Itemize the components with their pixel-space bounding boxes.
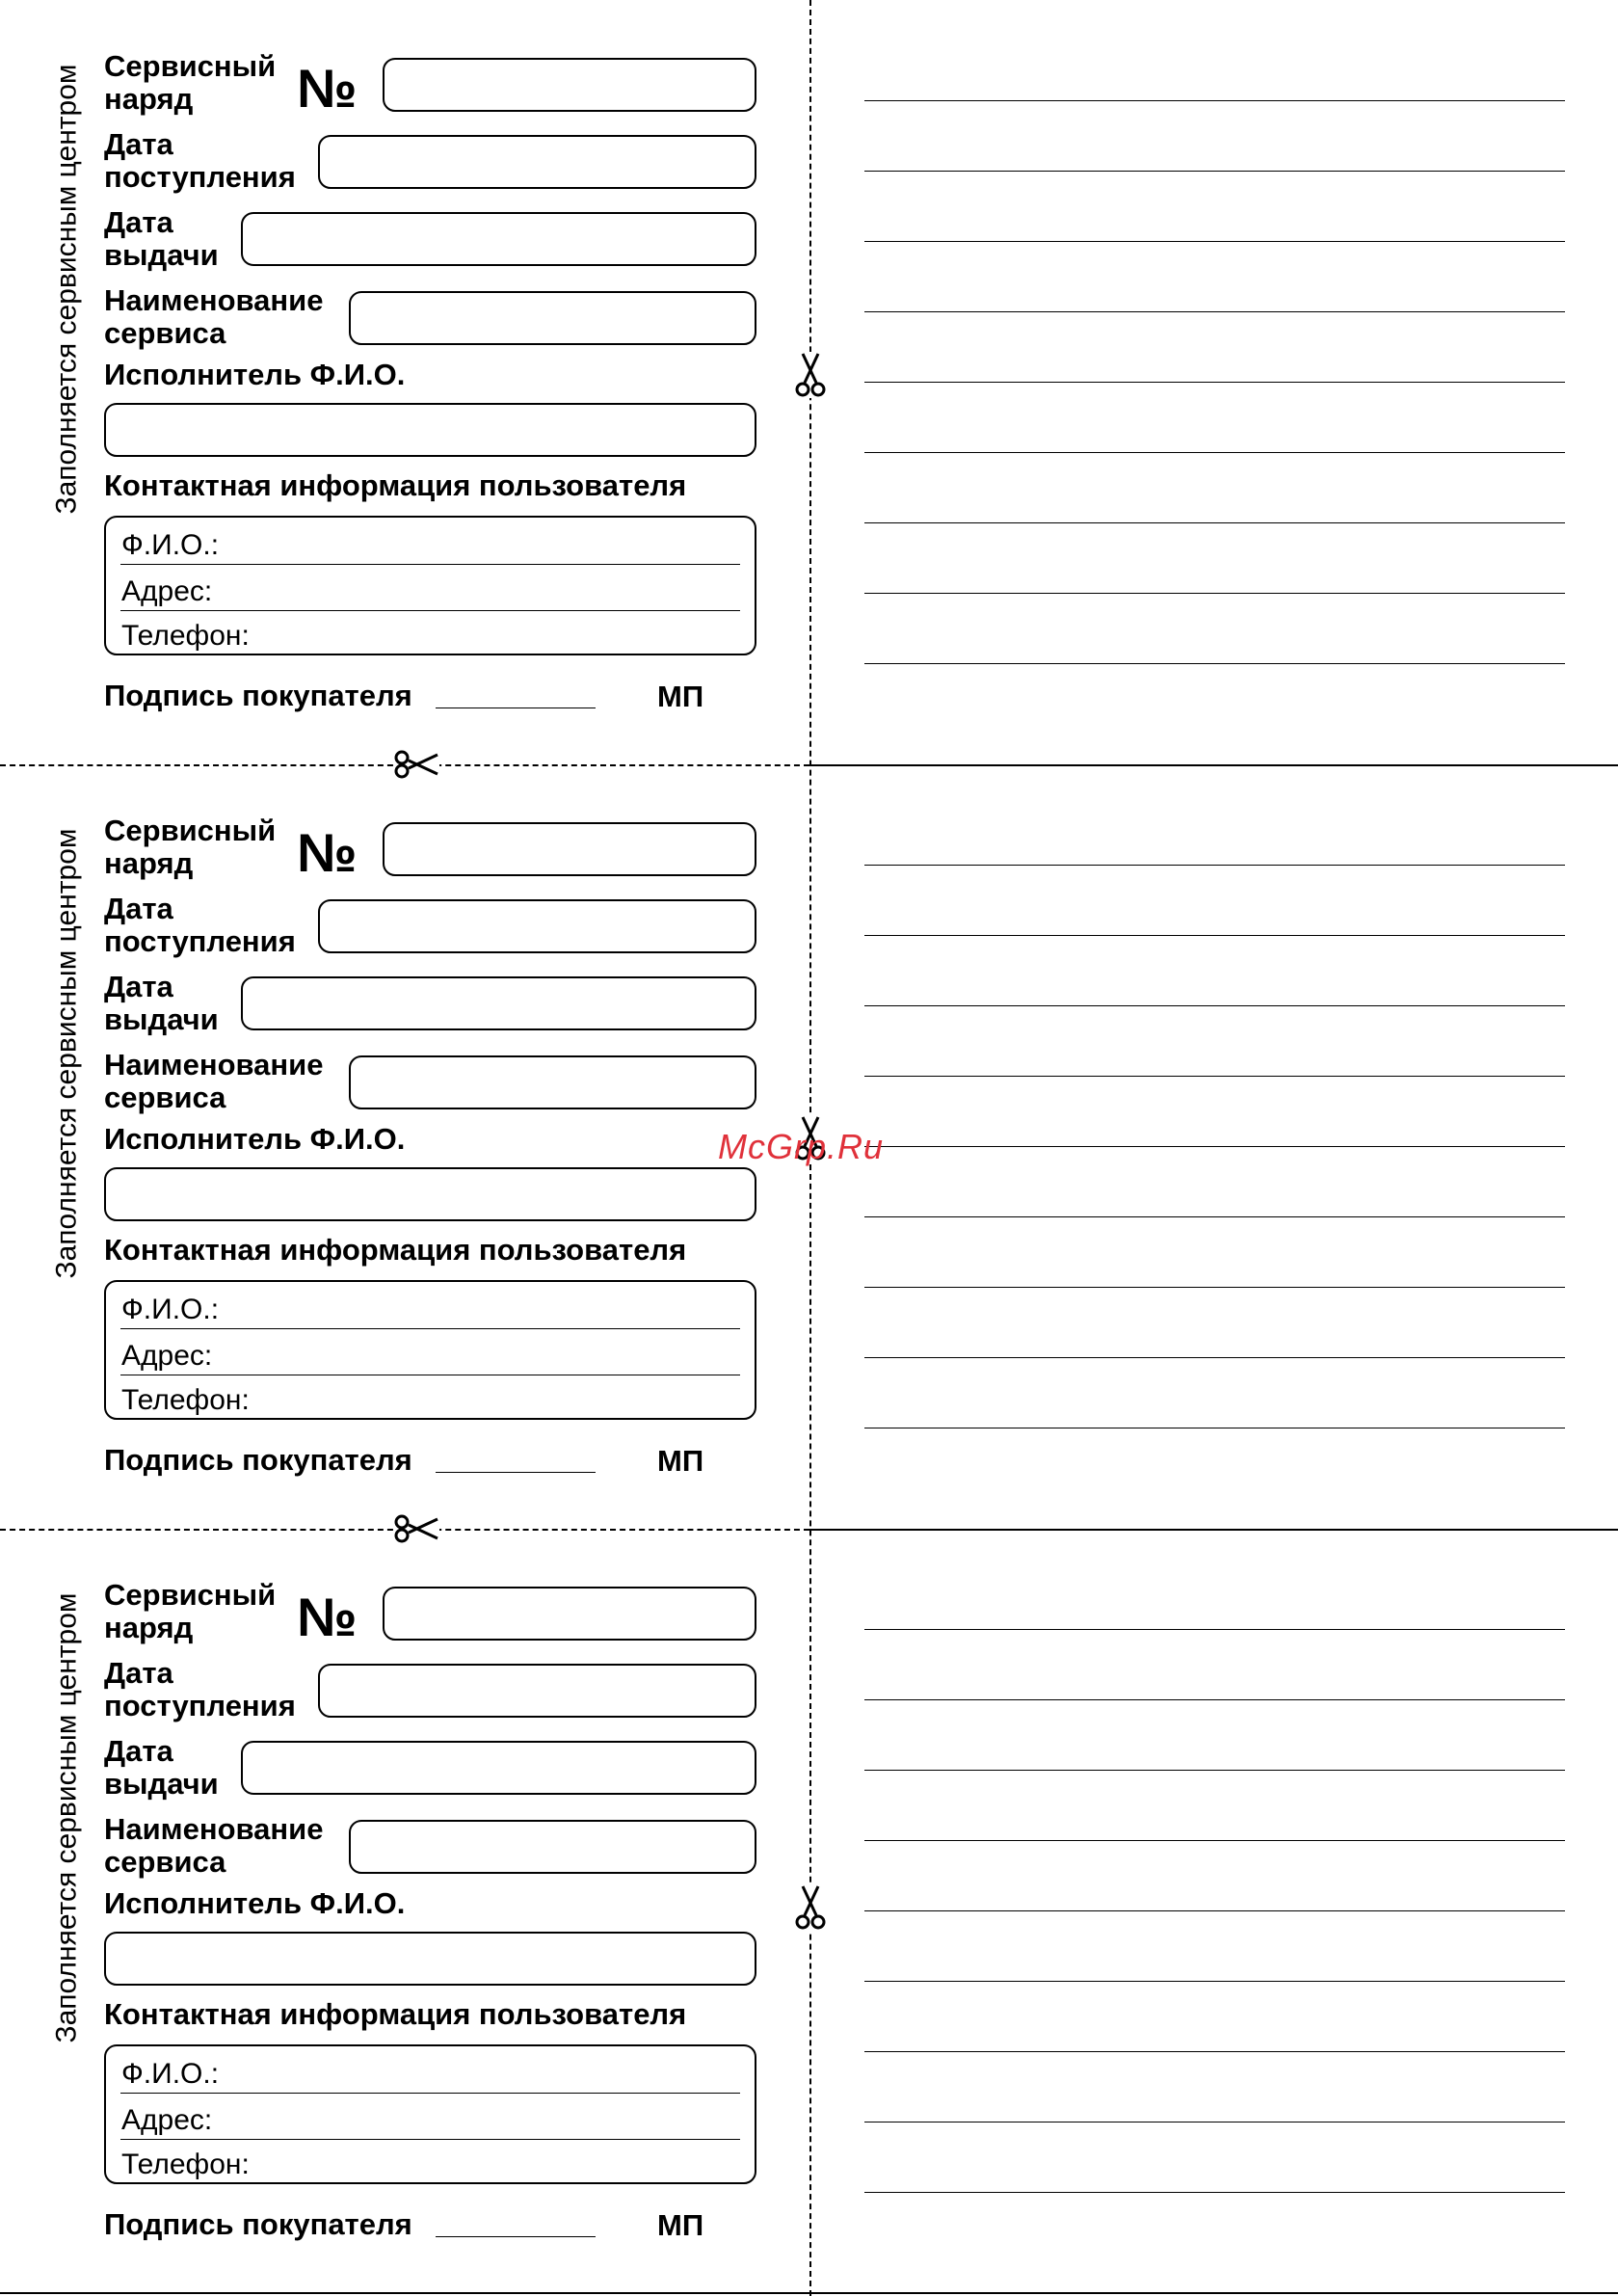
signature-field[interactable] xyxy=(436,707,596,708)
order-label: Сервисный наряд xyxy=(104,814,277,880)
note-line xyxy=(864,1287,1565,1288)
received-date-label: Дата поступления xyxy=(104,127,296,194)
side-label: Заполняется сервисным центром xyxy=(51,64,83,515)
number-sign: № xyxy=(297,1587,358,1647)
note-line xyxy=(864,1357,1565,1358)
service-name-field[interactable] xyxy=(349,291,756,345)
note-line xyxy=(864,1840,1565,1841)
number-sign: № xyxy=(297,58,358,119)
order-number-field[interactable] xyxy=(383,822,756,876)
watermark: McGrp.Ru xyxy=(718,1127,885,1166)
executor-label: Исполнитель Ф.И.О. xyxy=(104,1122,406,1156)
contact-address-label: Адрес: xyxy=(121,575,213,607)
note-line xyxy=(864,100,1565,101)
note-line xyxy=(864,1146,1565,1147)
note-line xyxy=(864,663,1565,664)
issued-date-field[interactable] xyxy=(241,212,756,266)
note-line xyxy=(864,241,1565,242)
executor-label: Исполнитель Ф.И.О. xyxy=(104,358,406,391)
signature-label: Подпись покупателя xyxy=(104,1443,412,1477)
contact-name-field[interactable] xyxy=(120,1328,740,1329)
contact-info-label: Контактная информация пользователя xyxy=(104,468,687,502)
signature-label: Подпись покупателя xyxy=(104,679,412,712)
order-number-field[interactable] xyxy=(383,58,756,112)
scissors-icon xyxy=(393,1506,439,1552)
note-line xyxy=(864,382,1565,383)
executor-field[interactable] xyxy=(104,403,756,457)
issued-date-field[interactable] xyxy=(241,976,756,1030)
contact-name-label: Ф.И.О.: xyxy=(121,2058,220,2090)
contact-info-box xyxy=(104,2044,756,2184)
scissors-icon xyxy=(393,741,439,788)
note-line xyxy=(864,2192,1565,2193)
issued-date-field[interactable] xyxy=(241,1741,756,1795)
note-line xyxy=(864,522,1565,523)
service-name-label: Наименование сервиса xyxy=(104,1812,324,1879)
contact-name-field[interactable] xyxy=(120,564,740,565)
service-name-field[interactable] xyxy=(349,1820,756,1874)
issued-date-label: Дата выдачи xyxy=(104,1734,219,1801)
note-line xyxy=(864,452,1565,453)
note-line xyxy=(864,2051,1565,2052)
executor-label: Исполнитель Ф.И.О. xyxy=(104,1886,406,1920)
received-date-field[interactable] xyxy=(318,1664,756,1718)
note-line xyxy=(864,593,1565,594)
note-line xyxy=(864,1629,1565,1630)
scissors-icon xyxy=(787,352,834,398)
stamp-label: МП xyxy=(657,2208,704,2242)
note-line xyxy=(864,1005,1565,1006)
service-name-field[interactable] xyxy=(349,1055,756,1109)
note-line xyxy=(864,1699,1565,1700)
side-label: Заполняется сервисным центром xyxy=(51,1592,83,2043)
contact-info-box xyxy=(104,1280,756,1420)
contact-name-label: Ф.И.О.: xyxy=(121,1294,220,1325)
note-line xyxy=(864,865,1565,866)
stamp-label: МП xyxy=(657,680,704,713)
signature-label: Подпись покупателя xyxy=(104,2207,412,2241)
note-line xyxy=(864,1981,1565,1982)
received-date-label: Дата поступления xyxy=(104,1656,296,1722)
signature-field[interactable] xyxy=(436,1472,596,1473)
issued-date-label: Дата выдачи xyxy=(104,970,219,1036)
contact-phone-label: Телефон: xyxy=(121,620,250,652)
issued-date-label: Дата выдачи xyxy=(104,205,219,272)
stamp-label: МП xyxy=(657,1444,704,1478)
received-date-field[interactable] xyxy=(318,899,756,953)
received-date-field[interactable] xyxy=(318,135,756,189)
scissors-icon xyxy=(787,1884,834,1931)
note-line xyxy=(864,1770,1565,1771)
contact-info-label: Контактная информация пользователя xyxy=(104,1997,687,2031)
contact-address-field[interactable] xyxy=(120,610,740,611)
order-label: Сервисный наряд xyxy=(104,49,277,116)
number-sign: № xyxy=(297,822,358,883)
note-line xyxy=(864,935,1565,936)
contact-phone-label: Телефон: xyxy=(121,1384,250,1416)
contact-address-field[interactable] xyxy=(120,2139,740,2140)
order-label: Сервисный наряд xyxy=(104,1578,277,1644)
contact-info-label: Контактная информация пользователя xyxy=(104,1233,687,1267)
signature-field[interactable] xyxy=(436,2236,596,2237)
note-line xyxy=(864,1076,1565,1077)
note-line xyxy=(864,1910,1565,1911)
order-number-field[interactable] xyxy=(383,1587,756,1641)
side-label: Заполняется сервисным центром xyxy=(51,828,83,1279)
contact-address-label: Адрес: xyxy=(121,2104,213,2136)
executor-field[interactable] xyxy=(104,1932,756,1986)
service-name-label: Наименование сервиса xyxy=(104,283,324,350)
service-name-label: Наименование сервиса xyxy=(104,1048,324,1114)
note-line xyxy=(864,1216,1565,1217)
contact-info-box xyxy=(104,516,756,655)
note-line xyxy=(864,171,1565,172)
received-date-label: Дата поступления xyxy=(104,892,296,958)
contact-name-label: Ф.И.О.: xyxy=(121,529,220,561)
contact-phone-label: Телефон: xyxy=(121,2149,250,2180)
contact-address-label: Адрес: xyxy=(121,1340,213,1372)
executor-field[interactable] xyxy=(104,1167,756,1221)
contact-name-field[interactable] xyxy=(120,2093,740,2094)
note-line xyxy=(864,311,1565,312)
